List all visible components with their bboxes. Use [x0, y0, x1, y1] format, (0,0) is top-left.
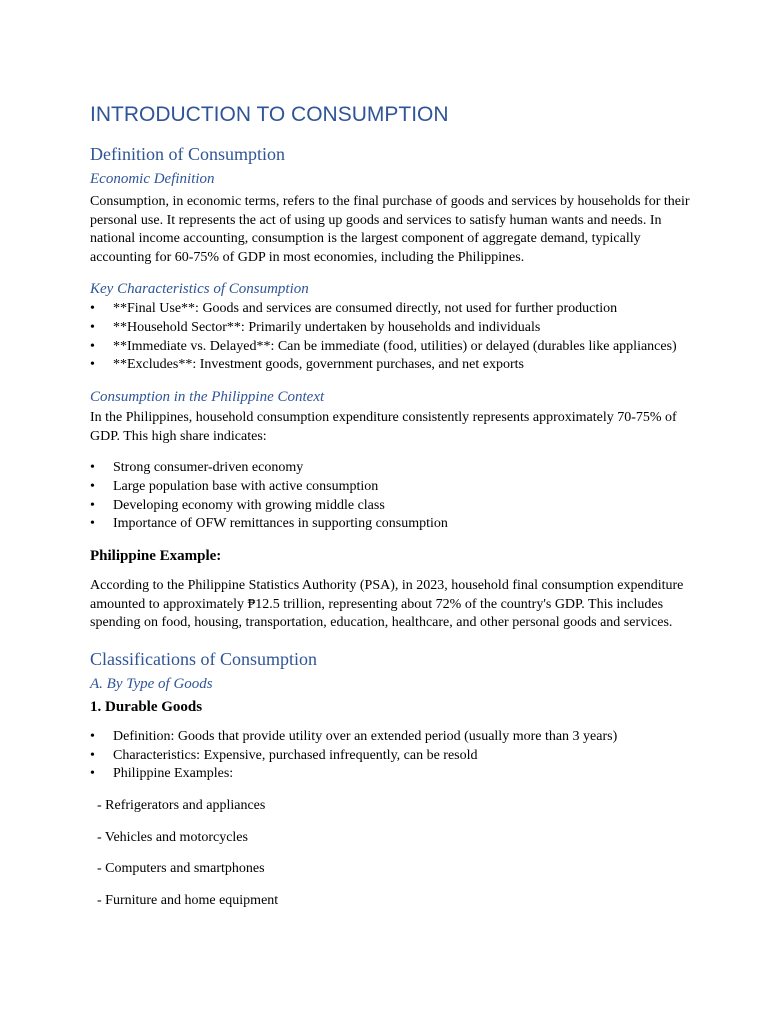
philippine-context-paragraph: In the Philippines, household consumption expenditure consistently represents approximately 70-75% of GDP. This high share indicates: — [90, 410, 677, 444]
heading-philippine-example: Philippine Example: — [90, 548, 222, 565]
list-item — [90, 338, 690, 357]
list-item-text: **Excludes**: Investment goods, government purchases, and net exports — [113, 357, 524, 373]
durable-example-line: - Refrigerators and appliances — [97, 798, 266, 814]
list-item — [90, 765, 690, 784]
list-item — [90, 478, 690, 497]
bullet-icon: • — [90, 497, 95, 513]
philippine-example-paragraph: According to the Philippine Statistics Authority (PSA), in 2023, household final consumption expenditure amounted to approximately ₱12.5 trillion, representing about 72% of the country's GDP. This includes spending on food, housing, transportation, education, healthcare, and other personal goods and services. — [90, 578, 684, 631]
list-item-text: Large population base with active consumption — [113, 479, 379, 495]
heading-economic-definition: Economic Definition — [90, 171, 215, 187]
bullet-icon: • — [90, 320, 95, 336]
list-item-text: Characteristics: Expensive, purchased infrequently, can be resold — [113, 747, 478, 763]
list-item — [90, 319, 690, 338]
list-item — [90, 728, 690, 747]
list-item-text: Importance of OFW remittances in supporting consumption — [113, 516, 448, 532]
list-item — [90, 515, 690, 534]
bullet-icon: • — [90, 516, 95, 532]
bullet-icon: • — [90, 460, 95, 476]
heading-philippine-context: Consumption in the Philippine Context — [90, 389, 325, 406]
list-item-text: Philippine Examples: — [113, 766, 234, 782]
bullet-icon: • — [90, 747, 95, 763]
document-page — [90, 100, 690, 910]
list-item — [90, 497, 690, 516]
list-item-text: **Household Sector**: Primarily undertaken by households and individuals — [113, 320, 541, 336]
bullet-icon: • — [90, 479, 95, 495]
heading-by-type-of-goods: A. By Type of Goods — [90, 675, 213, 692]
bullet-icon: • — [90, 357, 95, 373]
economic-definition-paragraph: Consumption, in economic terms, refers to the final purchase of goods and services by households for their personal use. It represents the act of using up goods and services to satisfy human wants and needs. In national income accounting, consumption is the largest component of aggregate demand, typically accounting for 60-75% of GDP in most economies, including the Philippines. — [90, 194, 690, 265]
list-item — [90, 459, 690, 478]
list-item-text: **Final Use**: Goods and services are consumed directly, not used for further production — [113, 301, 618, 317]
list-item — [90, 747, 690, 766]
durable-example-line: - Furniture and home equipment — [97, 892, 279, 908]
list-item-text: Developing economy with growing middle class — [113, 497, 385, 513]
list-item-text: Definition: Goods that provide utility over an extended period (usually more than 3 years) — [113, 728, 618, 744]
bullet-icon: • — [90, 728, 95, 744]
list-item-text: Strong consumer-driven economy — [113, 460, 304, 476]
bullet-icon: • — [90, 301, 95, 317]
heading-classifications: Classifications of Consumption — [90, 648, 317, 669]
characteristics-list — [90, 300, 690, 375]
philippine-context-list — [90, 459, 690, 534]
durable-example-line: - Computers and smartphones — [97, 861, 265, 877]
list-item-text: **Immediate vs. Delayed**: Can be immediate (food, utilities) or delayed (durables like appliances) — [113, 338, 677, 354]
page-title: INTRODUCTION TO CONSUMPTION — [90, 103, 449, 126]
bullet-icon: • — [90, 766, 95, 782]
bullet-icon: • — [90, 338, 95, 354]
heading-definition: Definition of Consumption — [90, 144, 285, 164]
durable-example-line: - Vehicles and motorcycles — [97, 829, 248, 845]
heading-durable-goods: 1. Durable Goods — [90, 698, 203, 715]
heading-key-characteristics: Key Characteristics of Consumption — [90, 281, 309, 298]
durable-goods-list — [90, 728, 690, 784]
list-item — [90, 300, 690, 319]
list-item — [90, 356, 690, 375]
